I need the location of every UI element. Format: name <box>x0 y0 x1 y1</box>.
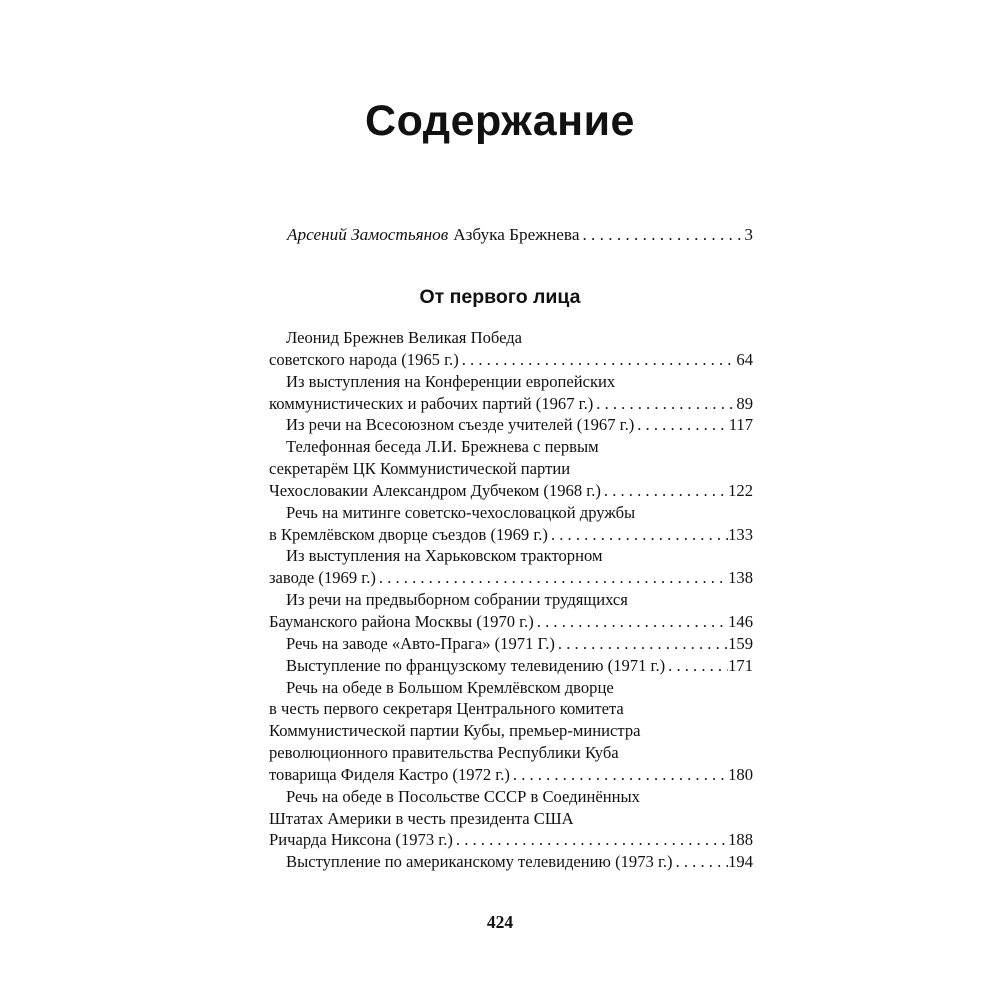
dot-leader <box>510 764 728 786</box>
toc-entry-page-number: 117 <box>728 415 753 435</box>
toc-entry-text: Речь на заводе «Авто-Прага» (1971 Г.) <box>286 633 555 653</box>
toc-entry-text: Леонид Брежнев Великая Победа <box>286 328 523 347</box>
toc-list <box>269 327 753 873</box>
intro-line <box>287 224 753 246</box>
toc-entry-line <box>269 545 753 567</box>
toc-entry <box>269 545 753 589</box>
toc-entry-page-number: 89 <box>736 393 753 413</box>
toc-entry-page-number: 180 <box>728 764 753 784</box>
dot-leader <box>579 224 744 246</box>
toc-entry <box>269 677 753 786</box>
toc-entry-text: заводе (1969 г.) <box>269 568 376 588</box>
dot-leader <box>534 611 728 633</box>
toc-entry <box>269 414 753 436</box>
toc-entry-text: Штатах Америки в честь президента США <box>269 808 574 828</box>
toc-entry-text: Из речи на Всесоюзном съезде учителей (1967 г.) <box>286 415 635 435</box>
toc-entry-line <box>269 327 753 349</box>
dot-leader <box>673 851 729 873</box>
dot-leader <box>593 393 736 415</box>
toc-entry-line <box>269 611 753 633</box>
toc-entry-text: Речь на обеде в Посольстве СССР в Соединённых <box>286 786 640 806</box>
toc-entry-page-number: 64 <box>736 349 753 369</box>
dot-leader <box>601 480 728 502</box>
toc-entry <box>269 327 753 371</box>
intro-entry <box>287 224 753 246</box>
dot-leader <box>634 414 728 436</box>
toc-entry-page-number: 133 <box>728 524 753 544</box>
toc-entry-line <box>269 414 753 436</box>
toc-entry-line <box>269 655 753 677</box>
toc-entry-line <box>269 371 753 393</box>
toc-entry-text: Коммунистической партии Кубы, премьер-министра <box>269 721 641 741</box>
toc-entry-text: Речь на обеде в Большом Кремлёвском дворце <box>286 677 614 697</box>
toc-entry-page-number: 122 <box>728 480 753 500</box>
toc-entry <box>269 371 753 415</box>
dot-leader <box>548 524 728 546</box>
toc-entry-line <box>269 458 753 480</box>
toc-entry <box>269 589 753 633</box>
toc-entry-line <box>269 764 753 786</box>
toc-entry-line <box>269 698 753 720</box>
toc-entry-text: Бауманского района Москвы (1970 г.) <box>269 611 534 631</box>
toc-entry-page-number: 194 <box>728 852 753 872</box>
toc-entry-line <box>269 829 753 851</box>
section-heading: От первого лица <box>419 286 581 308</box>
toc-entry-text: Речь на митинге советско-чехословацкой дружбы <box>286 502 636 522</box>
toc-entry <box>269 436 753 502</box>
toc-entry <box>269 633 753 655</box>
toc-entry <box>269 786 753 852</box>
toc-entry-page-number: 138 <box>728 568 753 588</box>
dot-leader <box>459 349 737 371</box>
toc-entry-text: Выступление по американскому телевидению (1973 г.) <box>286 852 673 872</box>
toc-entry-line <box>269 677 753 699</box>
toc-entry-line <box>269 742 753 764</box>
toc-entry-line <box>269 502 753 524</box>
toc-entry-line <box>269 808 753 830</box>
page-number-footer: 424 <box>486 912 514 932</box>
toc-entry-text: Из выступления на Конференции европейских <box>286 371 616 391</box>
toc-entry-page-number: 159 <box>728 633 753 653</box>
dot-leader <box>453 829 728 851</box>
dot-leader <box>665 655 728 677</box>
toc-entry-text: Выступление по французскому телевидению (1971 г.) <box>286 655 666 675</box>
toc-entry <box>269 851 753 873</box>
toc-entry-text: советского народа (1965 г.) <box>269 349 459 369</box>
toc-entry-text: Телефонная беседа Л.И. Брежнева с первым <box>286 437 599 457</box>
dot-leader <box>555 633 728 655</box>
toc-entry-line <box>269 393 753 415</box>
toc-entry-text: Из выступления на Харьковском тракторном <box>286 546 603 566</box>
page-title: Содержание <box>365 97 635 145</box>
toc-entry-line <box>269 567 753 589</box>
toc-entry <box>269 502 753 546</box>
toc-entry-line <box>269 349 753 371</box>
intro-page-number: 3 <box>744 225 753 244</box>
toc-entry-line <box>269 480 753 502</box>
toc-entry-text: Ричарда Никсона (1973 г.) <box>269 830 453 850</box>
toc-entry-text: товарища Фиделя Кастро (1972 г.) <box>269 764 510 784</box>
toc-entry-text: секретарём ЦК Коммунистической партии <box>269 459 571 479</box>
toc-entry-page-number: 171 <box>728 655 753 675</box>
toc-entry-text: в Кремлёвском дворце съездов (1969 г.) <box>269 524 548 544</box>
toc-entry-text: Чехословакии Александром Дубчеком (1968 г.) <box>269 480 601 500</box>
toc-entry-text: революционного правительства Республики Куба <box>269 743 619 763</box>
toc-entry-page-number: 188 <box>728 830 753 850</box>
toc-entry <box>269 655 753 677</box>
intro-author: Арсений Замостьянов <box>287 225 449 244</box>
toc-entry-page-number: 146 <box>728 611 753 631</box>
toc-entry-text: коммунистических и рабочих партий (1967 г.) <box>269 393 594 413</box>
toc-entry-line <box>269 436 753 458</box>
toc-entry-line <box>269 851 753 873</box>
dot-leader <box>376 567 728 589</box>
toc-entry-text: Из речи на предвыборном собрании трудящихся <box>286 590 628 610</box>
toc-entry-line <box>269 589 753 611</box>
toc-entry-text: в честь первого секретаря Центрального комитета <box>269 699 624 719</box>
toc-entry-line <box>269 633 753 655</box>
intro-text: Азбука Брежнева <box>453 225 580 244</box>
toc-entry-line <box>269 720 753 742</box>
toc-entry-line <box>269 524 753 546</box>
toc-entry-line <box>269 786 753 808</box>
